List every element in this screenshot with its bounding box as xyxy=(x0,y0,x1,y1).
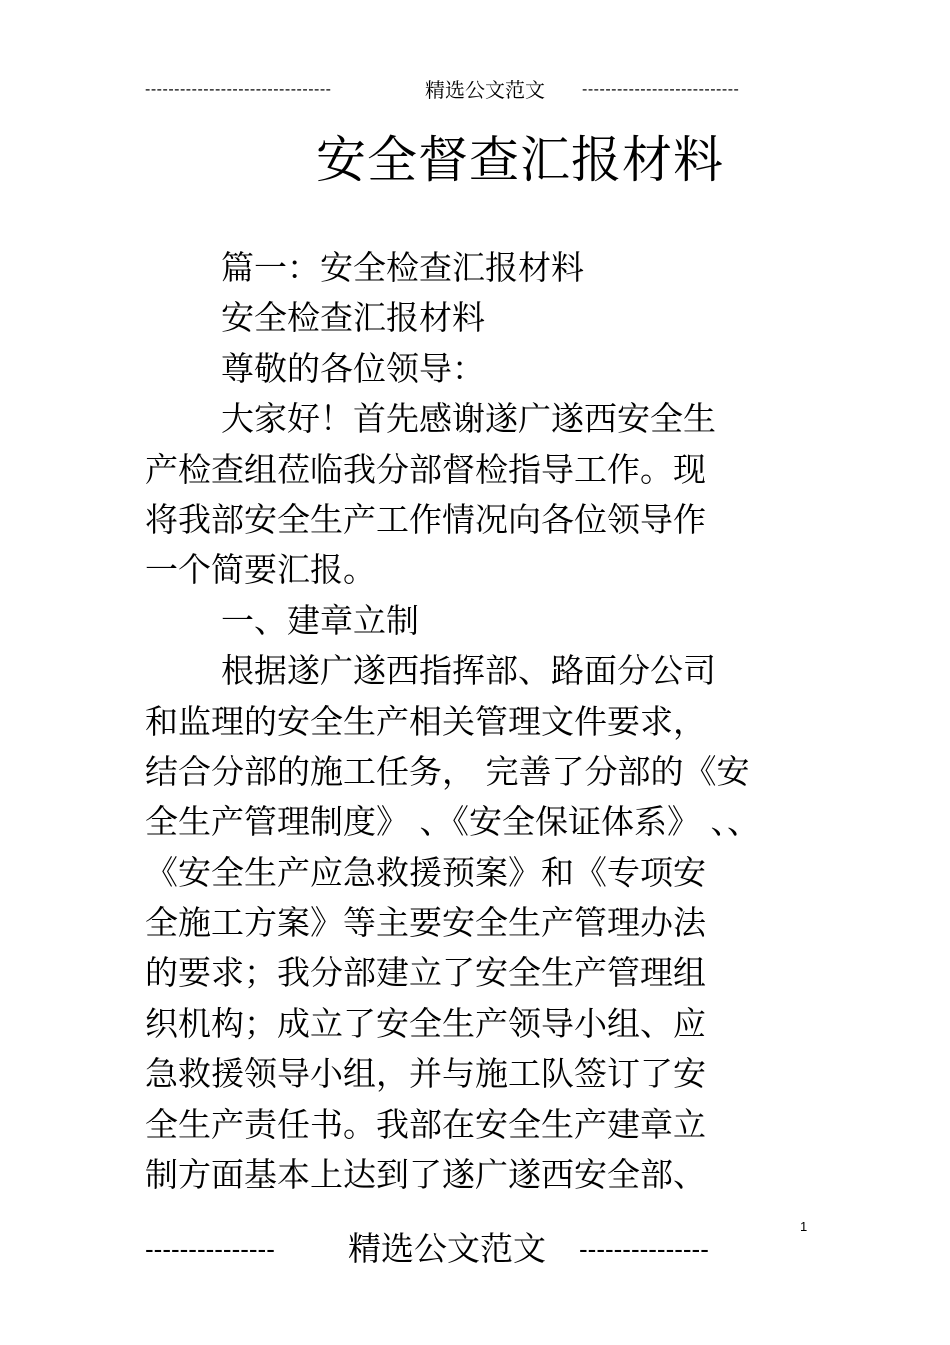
salutation: 尊敬的各位领导： xyxy=(221,348,485,388)
paragraph-line: 制方面基本上达到了遂广遂西安全部、 xyxy=(145,1155,706,1195)
paragraph-line: 根据遂广遂西指挥部、路面分公司 xyxy=(221,651,716,691)
page-header xyxy=(145,76,775,104)
paragraph-line: 急救援领导小组，并与施工队签订了安 xyxy=(145,1054,706,1094)
document-title: 安全督查汇报材料 xyxy=(316,131,724,189)
paragraph-line: 全生产责任书。我部在安全生产建章立 xyxy=(145,1104,706,1144)
paragraph-line: 织机构；成立了安全生产领导小组、应 xyxy=(145,1003,706,1043)
paragraph-line: 全生产管理制度》 、《安全保证体系》 、、 xyxy=(145,802,760,842)
header-right-rule: --------------------------- xyxy=(582,81,740,98)
paragraph-line: 结合分部的施工任务， 完善了分部的《安 xyxy=(145,751,750,791)
paragraph-line: 一个简要汇报。 xyxy=(145,550,376,590)
footer-right-rule: --------------- xyxy=(579,1234,709,1264)
header-left-rule: -------------------------------- xyxy=(145,81,332,98)
footer-label: 精选公文范文 xyxy=(348,1229,546,1268)
document-body xyxy=(145,243,795,1200)
section-heading-1: 一、建章立制 xyxy=(221,600,419,640)
page-number: 1 xyxy=(800,1219,808,1234)
paragraph-line: 《安全生产应急救援预案》和《专项安 xyxy=(145,852,706,892)
footer-left-rule: --------------- xyxy=(145,1234,275,1264)
paragraph-line: 将我部安全生产工作情况向各位领导作 xyxy=(145,499,706,539)
header-label: 精选公文范文 xyxy=(425,78,545,102)
section-heading: 篇一：安全检查汇报材料 xyxy=(221,248,584,287)
paragraph-line: 的要求；我分部建立了安全生产管理组 xyxy=(145,953,706,993)
page-footer xyxy=(145,1227,775,1271)
paragraph-line: 产检查组莅临我分部督检指导工作。现 xyxy=(145,449,706,489)
paragraph-line: 和监理的安全生产相关管理文件要求， xyxy=(145,701,706,741)
paragraph-line: 大家好！首先感谢遂广遂西安全生 xyxy=(221,399,716,439)
paragraph-line: 全施工方案》等主要安全生产管理办法 xyxy=(145,903,706,943)
subtitle: 安全检查汇报材料 xyxy=(221,298,485,338)
